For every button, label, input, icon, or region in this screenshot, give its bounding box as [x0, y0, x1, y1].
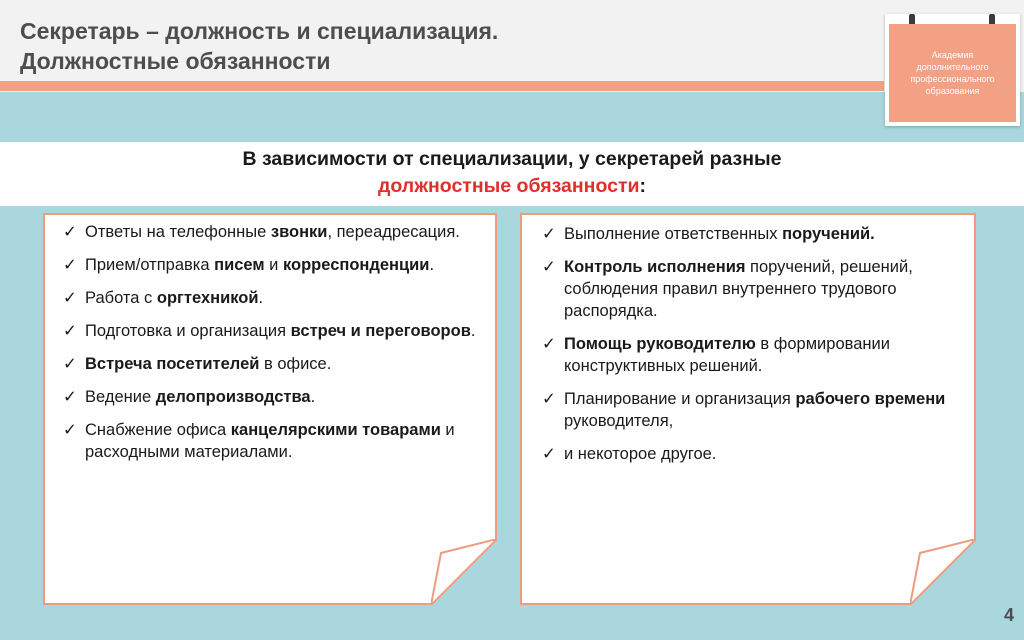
list-item — [63, 221, 483, 243]
subtitle-accent: должностные обязанности — [378, 175, 640, 197]
item-text: Подготовка и организация — [85, 322, 291, 340]
checkmark-icon: ✓ — [63, 355, 77, 373]
list-item — [63, 254, 483, 276]
page-curl-icon — [910, 539, 976, 605]
list-item — [63, 419, 483, 463]
left-duties-list — [63, 221, 483, 474]
list-item — [63, 320, 483, 342]
item-text: Ответы на телефонные — [85, 223, 271, 241]
checkmark-icon: ✓ — [63, 388, 77, 406]
item-text: Работа с — [85, 289, 157, 307]
item-text: Выполнение ответственных — [564, 225, 783, 243]
checkmark-icon: ✓ — [63, 421, 77, 439]
header-stripe — [0, 81, 884, 91]
list-item — [63, 353, 483, 375]
checkmark-icon: ✓ — [63, 256, 77, 274]
item-emphasis: корреспонденции — [282, 256, 430, 274]
list-item — [542, 388, 962, 432]
item-text: . — [310, 388, 316, 406]
checkmark-icon: ✓ — [63, 289, 77, 307]
page-number: 4 — [1003, 605, 1014, 625]
left-duties-panel — [43, 213, 497, 605]
item-text: в офисе. — [259, 355, 332, 373]
checkmark-icon: ✓ — [63, 223, 77, 241]
title-line-1: Секретарь – должность и специализация. — [20, 18, 499, 44]
item-text: Планирование и организация — [564, 390, 796, 408]
checkmark-icon: ✓ — [542, 445, 556, 463]
checkmark-icon: ✓ — [542, 335, 556, 353]
list-item — [542, 333, 962, 377]
item-emphasis: Встреча посетителей — [85, 355, 260, 373]
right-duties-panel — [520, 213, 976, 605]
checkmark-icon: ✓ — [542, 258, 556, 276]
item-text: и некоторое другое. — [564, 445, 717, 463]
subtitle — [0, 146, 1024, 200]
subtitle-colon: : — [639, 175, 646, 197]
item-emphasis: Помощь руководителю — [564, 335, 756, 353]
brand-logo-text: Академия дополнительного профессионального образования — [889, 24, 1016, 122]
list-item — [542, 256, 962, 322]
checkmark-icon: ✓ — [542, 390, 556, 408]
subtitle-line-2 — [0, 173, 1024, 200]
page-curl-icon — [431, 539, 497, 605]
item-text: Снабжение офиса — [85, 421, 231, 439]
checkmark-icon: ✓ — [63, 322, 77, 340]
item-text: и — [264, 256, 283, 274]
item-text: руководителя, — [564, 412, 674, 430]
item-emphasis: звонки — [270, 223, 328, 241]
item-text: поручений, решений, соблюдения правил внутреннего трудового распорядка. — [564, 258, 913, 320]
list-item — [542, 223, 962, 245]
header-band — [0, 0, 1024, 92]
item-emphasis: поручений. — [782, 225, 875, 243]
item-text: , переадресация. — [327, 223, 460, 241]
item-emphasis: Контроль исполнения — [564, 258, 746, 276]
item-text: в формировании конструктивных решений. — [564, 335, 890, 375]
page-title — [20, 16, 498, 76]
list-item — [63, 386, 483, 408]
right-duties-list — [542, 223, 962, 476]
subtitle-line-1: В зависимости от специализации, у секретарей разные — [242, 148, 782, 170]
item-text: и расходными материалами. — [85, 421, 455, 461]
item-emphasis: встреч и переговоров — [290, 322, 471, 340]
item-text: . — [258, 289, 264, 307]
item-emphasis: писем — [214, 256, 265, 274]
checkmark-icon: ✓ — [542, 225, 556, 243]
item-text: Ведение — [85, 388, 156, 406]
title-line-2: Должностные обязанности — [20, 48, 331, 74]
list-item — [542, 443, 962, 465]
list-item — [63, 287, 483, 309]
item-text: . — [429, 256, 435, 274]
brand-card — [885, 14, 1020, 126]
item-emphasis: канцелярскими товарами — [230, 421, 441, 439]
item-emphasis: рабочего времени — [795, 390, 946, 408]
item-emphasis: оргтехникой — [156, 289, 259, 307]
item-emphasis: делопроизводства — [155, 388, 311, 406]
item-text: . — [470, 322, 476, 340]
item-text: Прием/отправка — [85, 256, 215, 274]
